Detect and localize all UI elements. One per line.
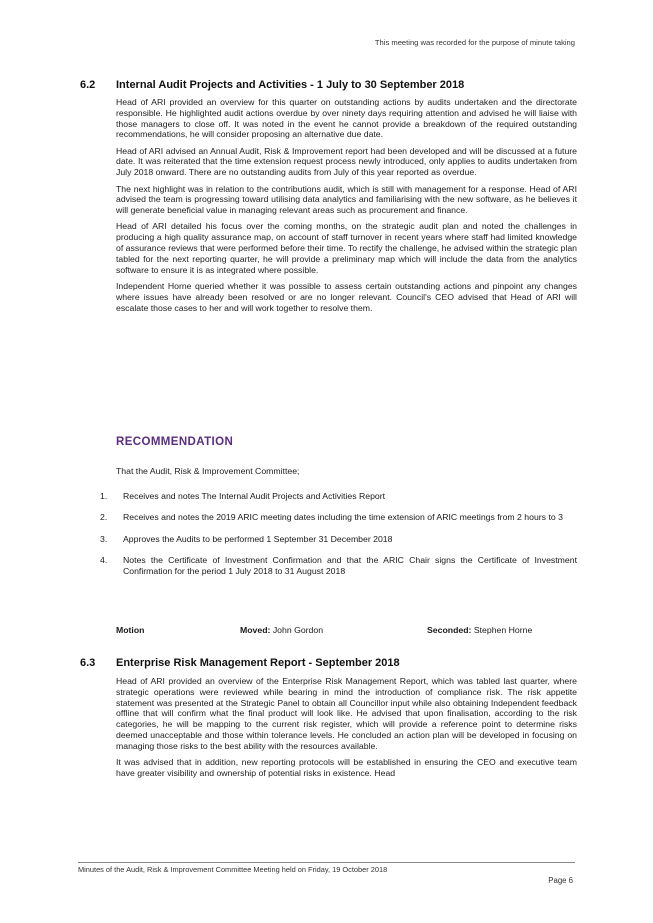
paragraph: The next highlight was in relation to the contributions audit, which is still with management for a response. Head of ARI advised the team is progressing toward utilising data analytics and familiarising with the new software, as he believes it will generate beneficial value in managing relevant areas such as procurement and finance. bbox=[116, 183, 577, 216]
item-text: Notes the Certificate of Investment Confirmation and that the ARIC Chair signs the Certificate of Investment Confirmation for the period 1 July 2018 to 31 August 2018 bbox=[123, 554, 577, 576]
footer-divider bbox=[78, 862, 575, 863]
item-number: 3. bbox=[100, 533, 108, 544]
list-item bbox=[100, 534, 577, 545]
item-text: Receives and notes The Internal Audit Projects and Activities Report bbox=[123, 491, 386, 501]
page-number: Page 6 bbox=[548, 876, 573, 885]
list-item bbox=[100, 491, 577, 502]
item-number: 2. bbox=[100, 512, 108, 523]
moved-label: Moved: bbox=[240, 625, 271, 635]
paragraph: Head of ARI advised an Annual Audit, Risk & Improvement report had been developed and will be discussed at a future date. It was reiterated that the time extension request process newly introduced, only applies to audits undertaken from July 2018 onward. There are no outstanding audits from July of this year reported as overdue. bbox=[116, 145, 577, 178]
recommendation-intro: That the Audit, Risk & Improvement Committee; bbox=[116, 466, 300, 476]
paragraph: Head of ARI provided an overview of the Enterprise Risk Management Report, which was tabled last quarter, where strategic operations were reviewed while bearing in mind the introduction of compliance risk. The risk appetite statement was presented at the Strategic Panel to obtain all Councillor input while also obtaining Independent feedback offline that will confirm what the final product will look like. He advised that upon finalisation, according to the risk categories, he will be mapping to the current risk register, which will provide a reference point to determine risks deemed unacceptable and those within tolerance levels. He concluded an action plan will be developed in focusing on managing those risks to the best ability with the resources available. bbox=[116, 676, 577, 751]
paragraph: Independent Horne queried whether it was possible to assess certain outstanding actions and pinpoint any changes where issues have already been resolved or are no longer relevant. Council's CEO advised that Head of ARI will escalate those cases to her and will work together to resolve them. bbox=[116, 280, 577, 313]
section-title: Internal Audit Projects and Activities - 1 July to 30 September 2018 bbox=[116, 79, 465, 91]
section-number: 6.3 bbox=[80, 657, 96, 669]
paragraph: Head of ARI detailed his focus over the coming months, on the strategic audit plan and noted the challenges in producing a high quality assurance map, on account of staff turnover in recent years where staff had limited knowledge of assurance reviews that were performed before their time. To rectify the challenge, he advised within the strategic plan tabled for the next reporting quarter, he will provide a preliminary map which will include the data from the analytics software to ensure it is as integrated where possible. bbox=[116, 221, 577, 275]
list-item bbox=[100, 512, 577, 523]
header-note: This meeting was recorded for the purpose of minute taking bbox=[374, 38, 575, 47]
section-6-2-body bbox=[116, 97, 577, 319]
seconded-label: Seconded: bbox=[427, 625, 472, 635]
seconded-by bbox=[427, 625, 532, 635]
seconded-by-name: Stephen Horne bbox=[473, 625, 533, 635]
item-text: Receives and notes the 2019 ARIC meeting dates including the time extension of ARIC meetings from 2 hours to 3 bbox=[123, 512, 563, 523]
item-text: Approves the Audits to be performed 1 September 31 December 2018 bbox=[123, 533, 393, 544]
footer-text: Minutes of the Audit, Risk & Improvement Committee Meeting held on Friday, 19 October 2018 bbox=[78, 865, 388, 874]
list-item bbox=[100, 555, 577, 577]
paragraph: It was advised that in addition, new reporting protocols will be established in ensuring the CEO and executive team have greater visibility and ownership of potential risks in existence. Head bbox=[116, 757, 577, 778]
recommendation-list bbox=[100, 491, 577, 587]
section-6-3-body bbox=[116, 676, 577, 784]
motion-label: Motion bbox=[116, 625, 145, 635]
section-number: 6.2 bbox=[80, 79, 96, 91]
section-heading-6-2 bbox=[80, 79, 464, 91]
moved-by bbox=[240, 625, 323, 635]
section-heading-6-3 bbox=[80, 657, 400, 669]
item-number: 4. bbox=[100, 554, 108, 565]
paragraph: Head of ARI provided an overview for this quarter on outstanding actions by audits undertaken and the directorate responsible. He highlighted audit actions overdue by over ninety days requiring attention and advised he will liaise with those managers to close off. It was noted in the event he cannot provide a breakdown of the required outstanding recommendations, he will consider proposing an alternative due date. bbox=[116, 97, 577, 140]
section-title: Enterprise Risk Management Report - September 2018 bbox=[116, 657, 400, 669]
item-number: 1. bbox=[100, 491, 108, 501]
moved-by-name: John Gordon bbox=[272, 625, 324, 635]
recommendation-title: RECOMMENDATION bbox=[116, 436, 234, 448]
